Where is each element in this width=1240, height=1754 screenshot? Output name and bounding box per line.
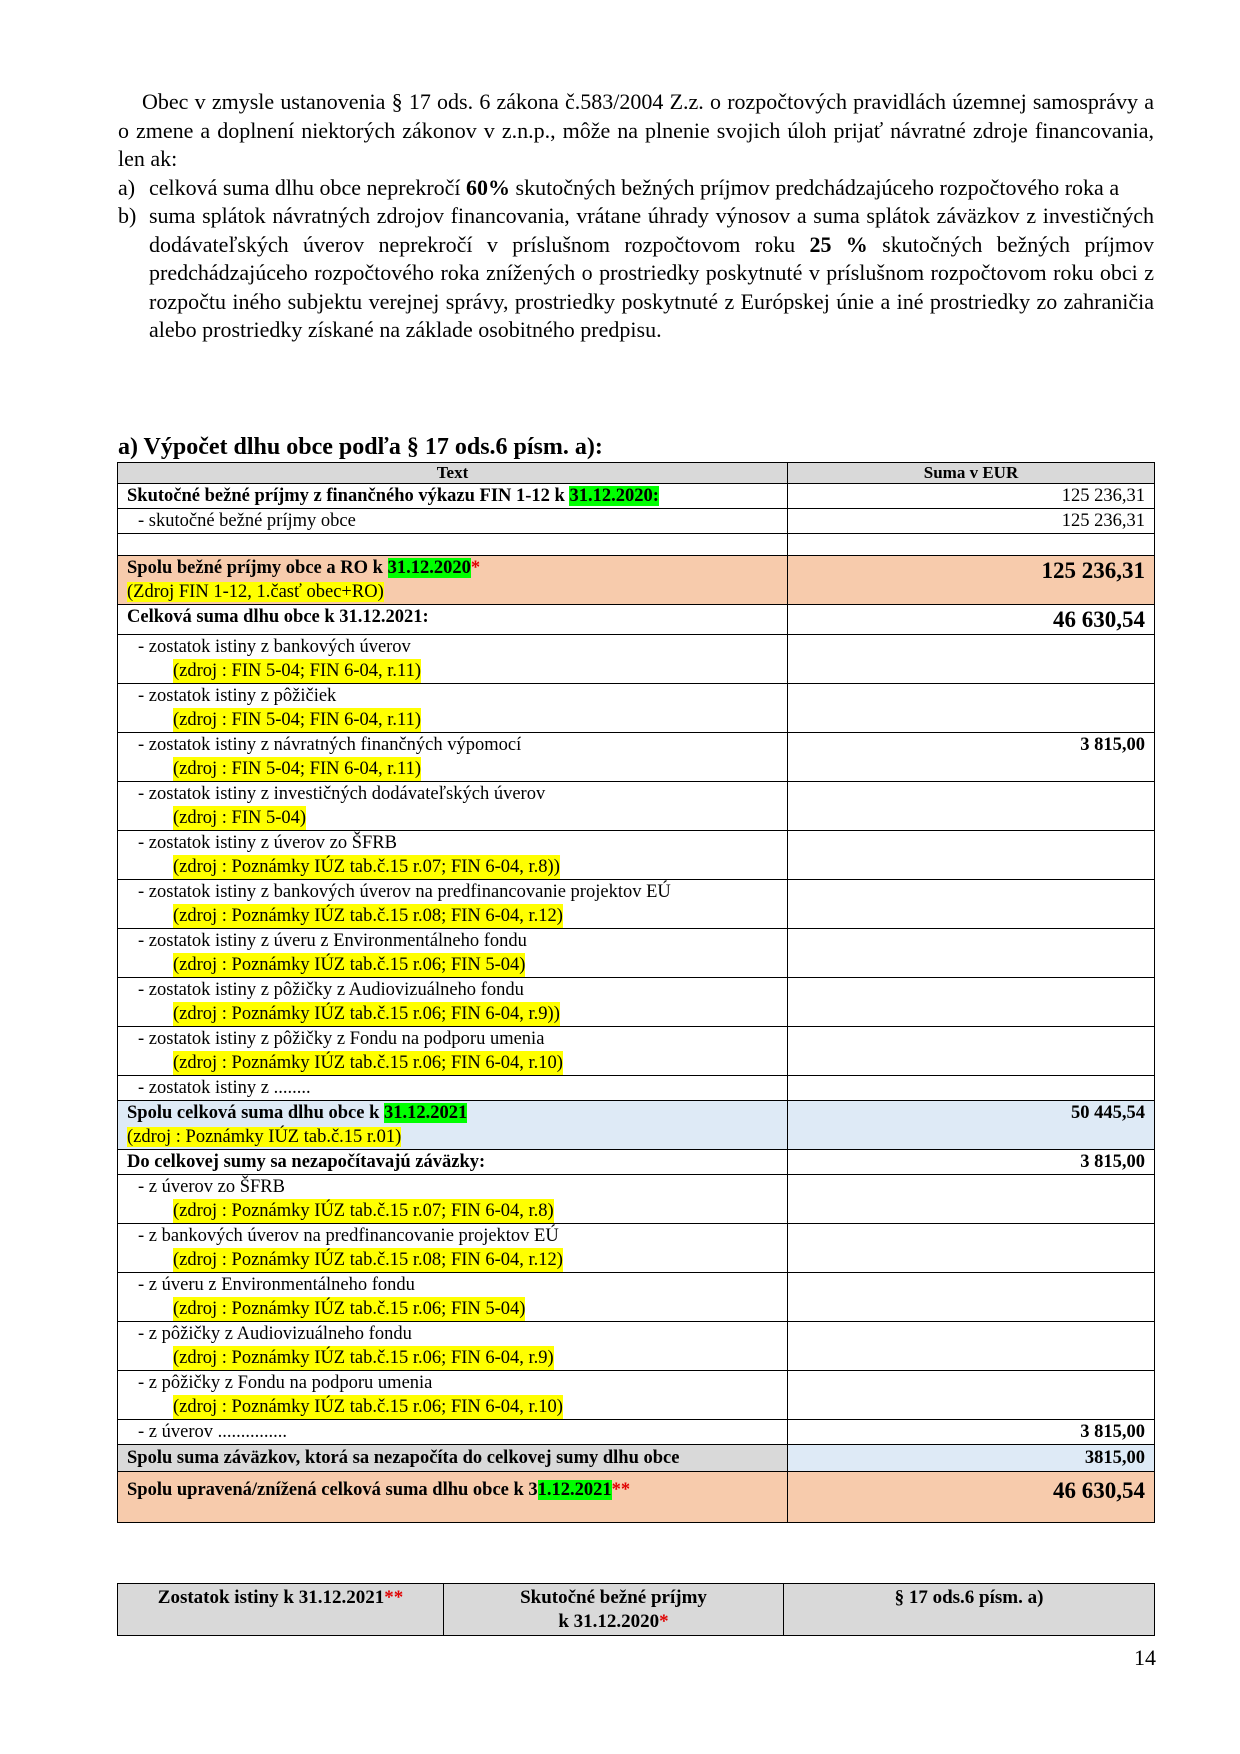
table-row: Celková suma dlhu obce k 31.12.2021: 46 630,54	[118, 605, 1155, 635]
source-note: (zdroj : FIN 5-04; FIN 6-04, r.11)	[173, 710, 422, 730]
amount-cell: 125 236,31	[788, 484, 1155, 509]
source-note: (zdroj : Poznámky IÚZ tab.č.15 r.06; FIN 6-04, r.10)	[173, 1053, 563, 1073]
condition-a-limit: 60%	[466, 174, 511, 200]
table-row: - zostatok istiny z návratných finančných výpomocí (zdroj : FIN 5-04; FIN 6-04, r.11) 3 815,00	[118, 733, 1155, 782]
condition-b-marker: b)	[118, 203, 137, 228]
summary-header-row	[118, 1584, 1155, 1636]
table-row: - z úverov ............... 3 815,00	[118, 1420, 1155, 1445]
footnote-star: **	[611, 1480, 631, 1500]
table-row: - zostatok istiny z investičných dodávateľských úverov (zdroj : FIN 5-04)	[118, 782, 1155, 831]
page-number: 14	[1134, 1645, 1156, 1670]
source-note: (zdroj : Poznámky IÚZ tab.č.15 r.06; FIN 5-04)	[173, 1299, 526, 1319]
amount-cell	[788, 782, 1155, 831]
table-row: - skutočné bežné príjmy obce 125 236,31	[118, 509, 1155, 534]
amount-cell	[788, 684, 1155, 733]
condition-a-marker: a)	[118, 174, 136, 200]
table-row: - zostatok istiny z úveru z Environmentálneho fondu (zdroj : Poznámky IÚZ tab.č.15 r.06; FIN 5-04)	[118, 929, 1155, 978]
amount-cell	[788, 1322, 1155, 1371]
intro-text	[118, 88, 1154, 345]
amount-cell: 3815,00	[788, 1445, 1155, 1472]
source-note: (zdroj : FIN 5-04; FIN 6-04, r.11)	[173, 759, 422, 779]
source-note: (zdroj : FIN 5-04; FIN 6-04, r.11)	[173, 661, 422, 681]
source-note: (zdroj : FIN 5-04)	[173, 808, 307, 828]
section-title: a) Výpočet dlhu obce podľa § 17 ods.6 písm. a):	[118, 434, 603, 460]
debt-calculation-table	[117, 462, 1155, 1523]
condition-a: a) celková suma dlhu obce neprekročí 60% skutočných bežných príjmov predchádzajúceho rozpočtového roka a	[118, 174, 1154, 203]
source-note: (zdroj : Poznámky IÚZ tab.č.15 r.08; FIN 6-04, r.12)	[173, 1250, 563, 1270]
amount-cell	[788, 1076, 1155, 1101]
source-note: (zdroj : Poznámky IÚZ tab.č.15 r.01)	[127, 1127, 402, 1147]
source-note: (zdroj : Poznámky IÚZ tab.č.15 r.06; FIN 5-04)	[173, 955, 526, 975]
amount-cell: 50 445,54	[788, 1101, 1155, 1150]
amount-cell: 46 630,54	[788, 605, 1155, 635]
amount-cell	[788, 1371, 1155, 1420]
table-row-empty	[118, 534, 1155, 556]
table-header-row	[118, 463, 1155, 484]
table-row: - z úveru z Environmentálneho fondu (zdroj : Poznámky IÚZ tab.č.15 r.06; FIN 5-04)	[118, 1273, 1155, 1322]
table-row: - z úverov zo ŠFRB (zdroj : Poznámky IÚZ tab.č.15 r.07; FIN 6-04, r.8)	[118, 1175, 1155, 1224]
source-note: (Zdroj FIN 1-12, 1.časť obec+RO)	[127, 582, 384, 602]
intro-paragraph: Obec v zmysle ustanovenia § 17 ods. 6 zákona č.583/2004 Z.z. o rozpočtových pravidlách územnej samosprávy a o zmene a doplnení niektorých zákonov v z.n.p., môže na plnenie svojich úloh prijať návratné zdroje financovania, len ak:	[118, 89, 1154, 171]
summary-table	[117, 1583, 1155, 1636]
column-header-amount: Suma v EUR	[788, 463, 1155, 484]
condition-b: b) suma splátok návratných zdrojov financovania, vrátane úhrady výnosov a suma splátok záväzkov z investičných dodávateľských úverov neprekročí v príslušnom rozpočtovom roku 25 % skutočných bežných príjmov predchádzajúceho rozpočtového roka znížených o prostriedky poskytnuté v príslušnom rozpočtovom roku obci z rozpočtu iného subjektu verejnej správy, prostriedky poskytnuté z Európskej únie a iné prostriedky zo zahraničia alebo prostriedky získané na základe osobitného predpisu.	[118, 203, 1155, 342]
amount-cell	[788, 1027, 1155, 1076]
source-note: (zdroj : Poznámky IÚZ tab.č.15 r.07; FIN 6-04, r.8)	[173, 1201, 554, 1221]
amount-cell	[788, 880, 1155, 929]
table-row: - zostatok istiny z pôžičky z Audiovizuálneho fondu (zdroj : Poznámky IÚZ tab.č.15 r.06; FIN 6-04, r.9))	[118, 978, 1155, 1027]
date-highlight: 31.12.2021	[384, 1103, 468, 1123]
table-row: - zostatok istiny z ........	[118, 1076, 1155, 1101]
source-note: (zdroj : Poznámky IÚZ tab.č.15 r.06; FIN 6-04, r.10)	[173, 1397, 563, 1417]
source-note: (zdroj : Poznámky IÚZ tab.č.15 r.06; FIN 6-04, r.9)	[173, 1348, 554, 1368]
date-highlight: 31.12.2020	[387, 558, 471, 578]
table-row-excluded-total: Spolu suma záväzkov, ktorá sa nezapočíta do celkovej sumy dlhu obce 3815,00	[118, 1445, 1155, 1472]
footnote-star: **	[384, 1587, 404, 1608]
date-highlight: 31.12.2020:	[569, 486, 659, 506]
table-row-adjusted-debt: Spolu upravená/znížená celková suma dlhu obce k 31.12.2021** 46 630,54	[118, 1472, 1155, 1523]
table-row: Skutočné bežné príjmy z finančného výkazu FIN 1-12 k 31.12.2020: 125 236,31	[118, 484, 1155, 509]
column-header-text: Text	[118, 463, 788, 484]
source-note: (zdroj : Poznámky IÚZ tab.č.15 r.07; FIN 6-04, r.8))	[173, 857, 560, 877]
amount-cell	[788, 831, 1155, 880]
amount-cell: 3 815,00	[788, 733, 1155, 782]
amount-cell	[788, 1224, 1155, 1273]
amount-cell: 125 236,31	[788, 556, 1155, 605]
amount-cell	[788, 929, 1155, 978]
table-row: - zostatok istiny z pôžičky z Fondu na podporu umenia (zdroj : Poznámky IÚZ tab.č.15 r.06; FIN 6-04, r.10)	[118, 1027, 1155, 1076]
table-row: - zostatok istiny z pôžičiek (zdroj : FIN 5-04; FIN 6-04, r.11)	[118, 684, 1155, 733]
table-row-total-debt: Spolu celková suma dlhu obce k 31.12.2021 (zdroj : Poznámky IÚZ tab.č.15 r.01) 50 445,54	[118, 1101, 1155, 1150]
table-row-total-income: Spolu bežné príjmy obce a RO k 31.12.2020* (Zdroj FIN 1-12, 1.časť obec+RO) 125 236,31	[118, 556, 1155, 605]
source-note: (zdroj : Poznámky IÚZ tab.č.15 r.06; FIN 6-04, r.9))	[173, 1004, 560, 1024]
amount-cell: 46 630,54	[788, 1472, 1155, 1523]
date-highlight: 1.12.2021	[537, 1480, 612, 1500]
source-note: (zdroj : Poznámky IÚZ tab.č.15 r.08; FIN 6-04, r.12)	[173, 906, 563, 926]
table-row: - z pôžičky z Fondu na podporu umenia (zdroj : Poznámky IÚZ tab.č.15 r.06; FIN 6-04, r.10)	[118, 1371, 1155, 1420]
summary-income-header: Skutočné bežné príjmy k 31.12.2020*	[444, 1584, 784, 1636]
amount-cell: 3 815,00	[788, 1420, 1155, 1445]
table-row: - z pôžičky z Audiovizuálneho fondu (zdroj : Poznámky IÚZ tab.č.15 r.06; FIN 6-04, r.9)	[118, 1322, 1155, 1371]
amount-cell: 3 815,00	[788, 1150, 1155, 1175]
amount-cell: 125 236,31	[788, 509, 1155, 534]
condition-b-limit: 25 %	[809, 231, 868, 257]
table-row: Do celkovej sumy sa nezapočítavajú záväzky: 3 815,00	[118, 1150, 1155, 1175]
footnote-star: *	[659, 1611, 669, 1632]
amount-cell	[788, 978, 1155, 1027]
amount-cell	[788, 1273, 1155, 1322]
footnote-star: *	[470, 558, 481, 578]
table-row: - zostatok istiny z bankových úverov na predfinancovanie projektov EÚ (zdroj : Poznámky IÚZ tab.č.15 r.08; FIN 6-04, r.12)	[118, 880, 1155, 929]
table-row: - zostatok istiny z bankových úverov (zdroj : FIN 5-04; FIN 6-04, r.11)	[118, 635, 1155, 684]
summary-paragraph-header: § 17 ods.6 písm. a)	[784, 1584, 1155, 1636]
amount-cell	[788, 1175, 1155, 1224]
table-row: - zostatok istiny z úverov zo ŠFRB (zdroj : Poznámky IÚZ tab.č.15 r.07; FIN 6-04, r.8))	[118, 831, 1155, 880]
table-row: - z bankových úverov na predfinancovanie projektov EÚ (zdroj : Poznámky IÚZ tab.č.15 r.08; FIN 6-04, r.12)	[118, 1224, 1155, 1273]
summary-principal-header: Zostatok istiny k 31.12.2021**	[118, 1584, 444, 1636]
amount-cell	[788, 635, 1155, 684]
